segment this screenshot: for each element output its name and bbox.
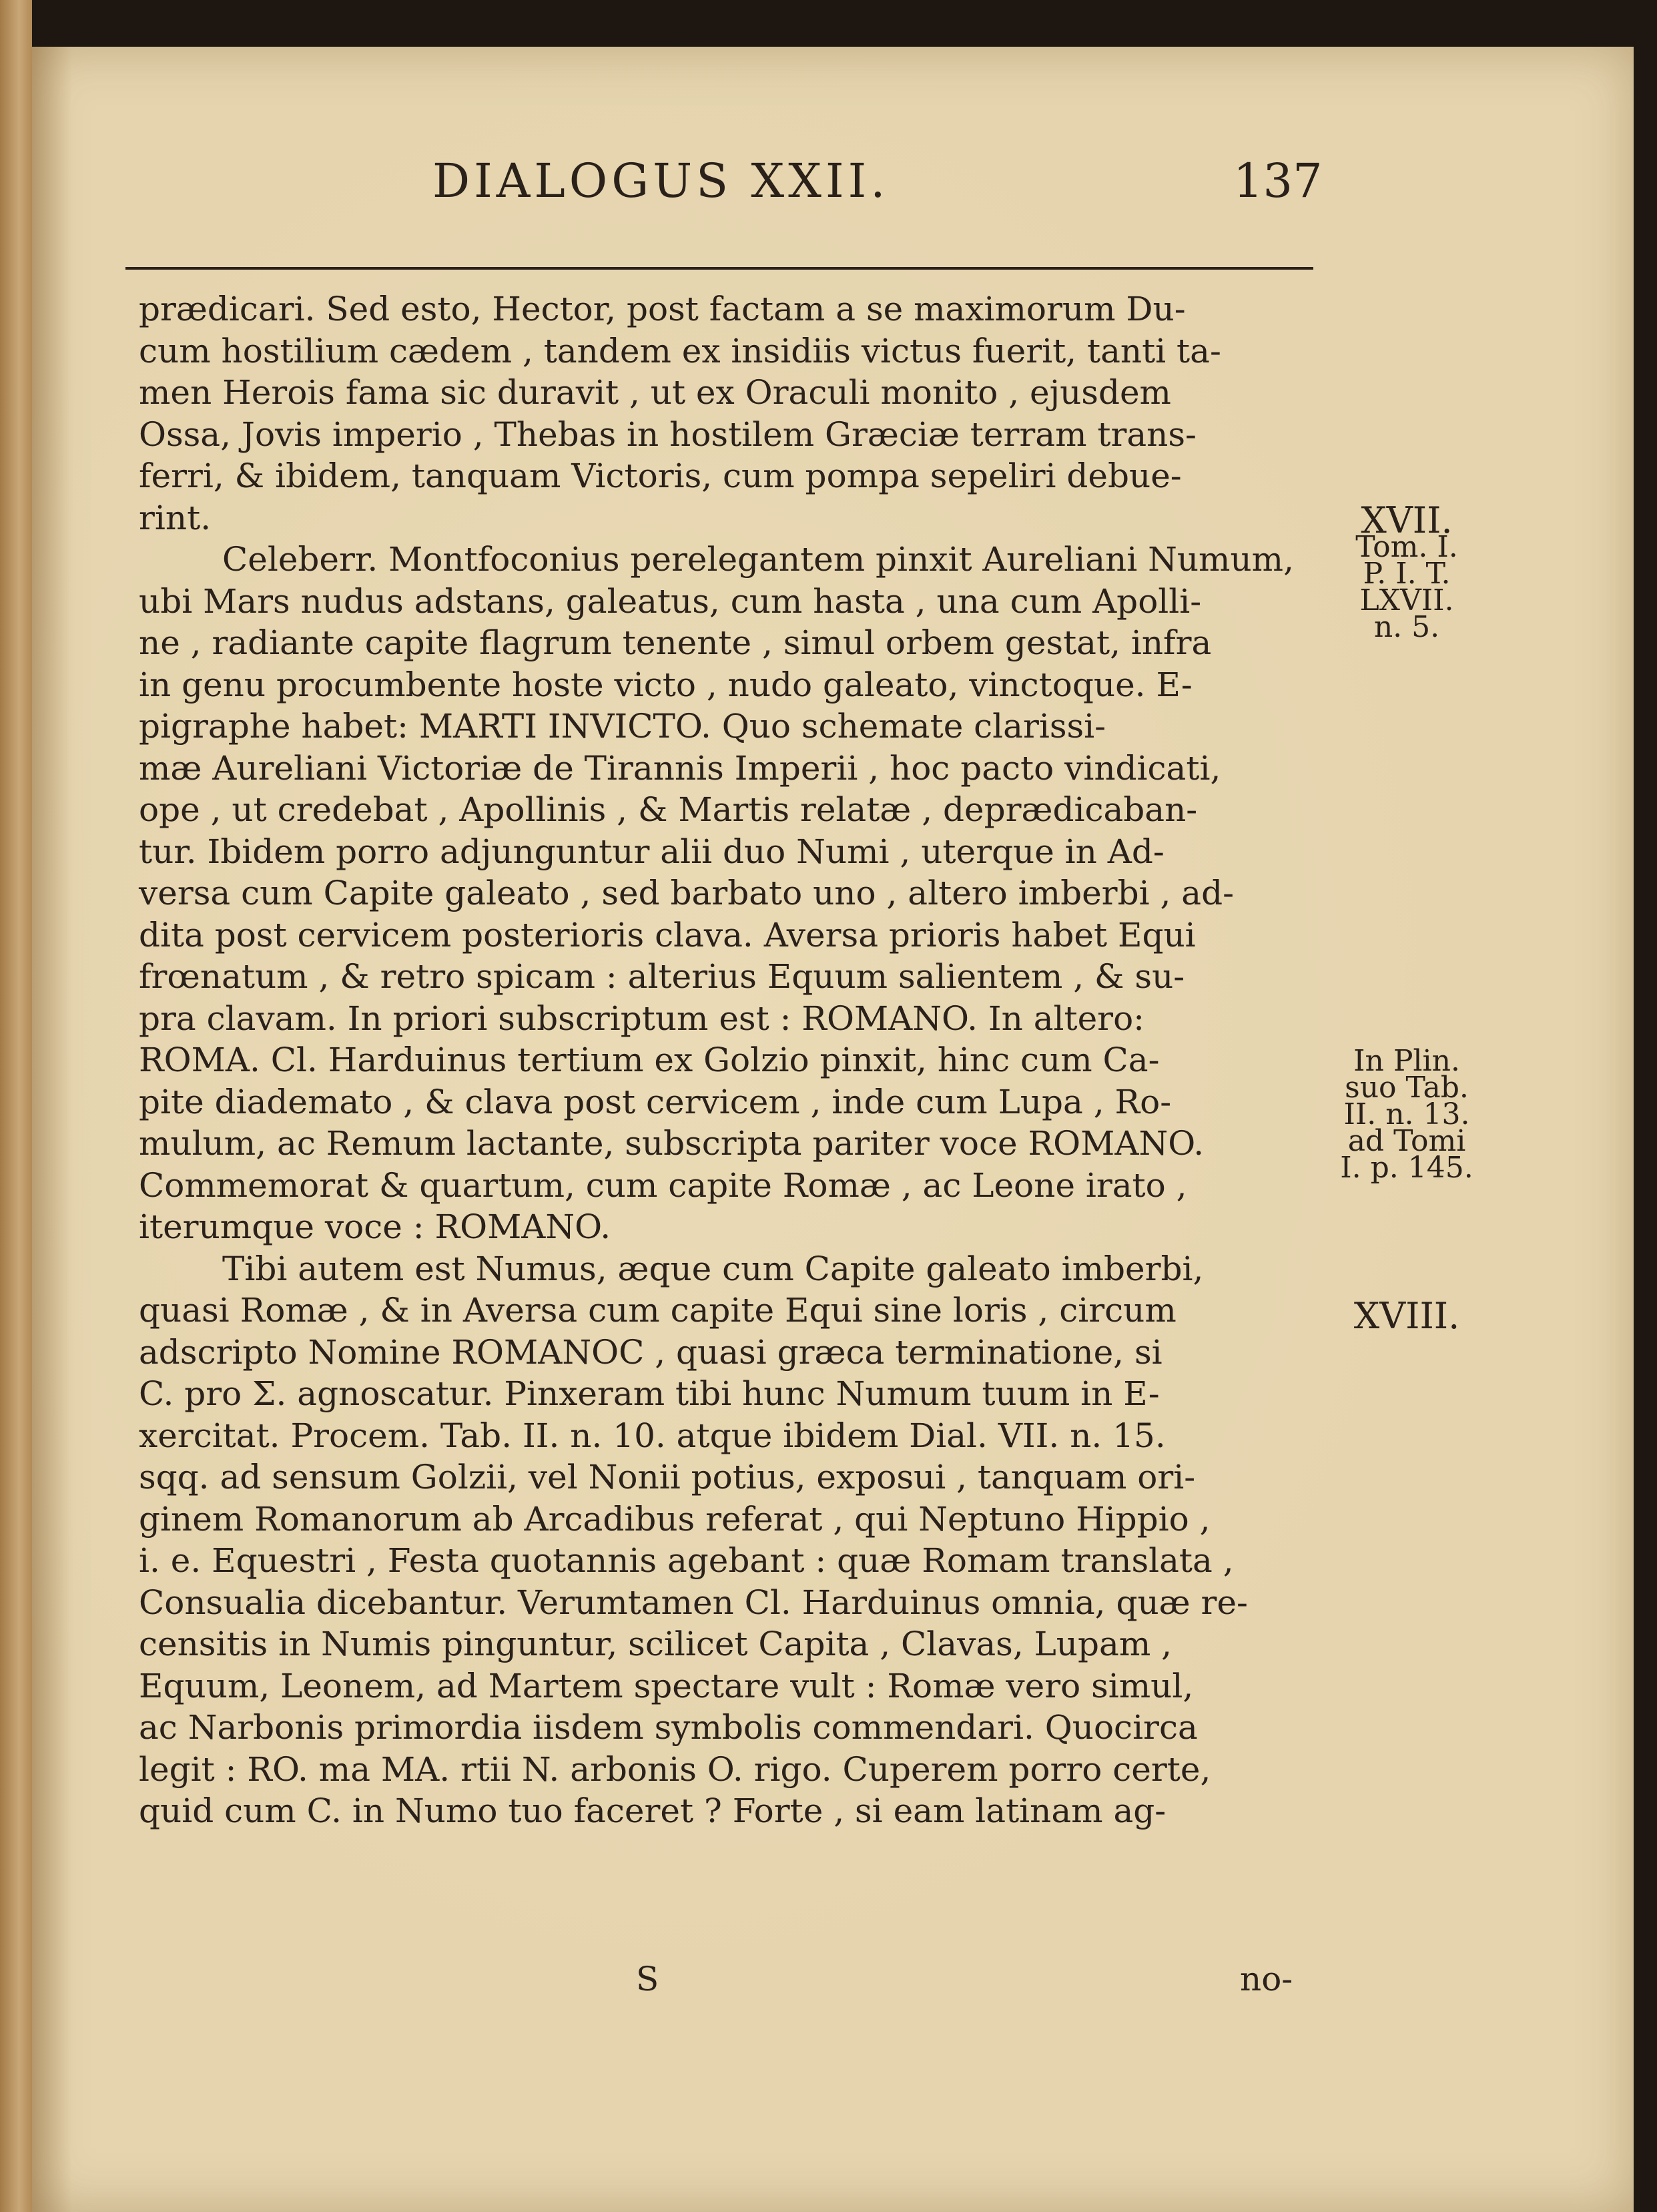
text-line: sqq. ad sensum Golzii, vel Nonii potius, exposui , tanquam ori- bbox=[139, 1458, 1196, 1496]
text-line: quasi Romæ , & in Aversa cum capite Equi sine loris , circum bbox=[139, 1291, 1177, 1330]
margin-line: LXVII. bbox=[1359, 583, 1454, 617]
header-rule bbox=[125, 267, 1313, 270]
text-line: men Herois fama sic duravit , ut ex Oraculi monito , ejusdem bbox=[139, 373, 1171, 412]
text-line: iterumque voce : ROMANO. bbox=[139, 1207, 611, 1246]
margin-line: P. I. T. bbox=[1363, 557, 1451, 591]
text-line: legit : RO. ma MA. rtii N. arbonis O. rigo. Cuperem porro certe, bbox=[139, 1749, 1211, 1789]
text-line: cum hostilium cædem , tandem ex insidiis victus fuerit, tanti ta- bbox=[139, 331, 1221, 370]
text-line: versa cum Capite galeato , sed barbato uno , altero imberbi , ad- bbox=[139, 874, 1234, 912]
margin-line: XVII. bbox=[1361, 499, 1453, 541]
text-line: ubi Mars nudus adstans, galeatus, cum hasta , una cum Apolli- bbox=[139, 581, 1202, 621]
margin-line: suo Tab. bbox=[1345, 1071, 1469, 1105]
margin-line: n. 5. bbox=[1373, 610, 1440, 644]
book-spine bbox=[0, 0, 32, 2212]
text-line: mæ Aureliani Victoriæ de Tirannis Imperii , hoc pacto vindicati, bbox=[139, 748, 1221, 788]
text-line: pigraphe habet: MARTI INVICTO. Quo schemate clarissi- bbox=[139, 707, 1106, 746]
page-number: 137 bbox=[1233, 154, 1323, 208]
text-line: Ossa, Jovis imperio , Thebas in hostilem Græciæ terram trans- bbox=[139, 414, 1197, 454]
text-line: rint. bbox=[139, 498, 212, 537]
margin-line: In Plin. bbox=[1353, 1044, 1460, 1078]
text-line: xercitat. Procem. Tab. II. n. 10. atque ibidem Dial. VII. n. 15. bbox=[139, 1416, 1166, 1455]
signature-mark: S bbox=[636, 1960, 659, 1998]
text-line: ne , radiante capite flagrum tenente , simul orbem gestat, infra bbox=[139, 623, 1212, 662]
text-line: ginem Romanorum ab Arcadibus referat , qui Neptuno Hippio , bbox=[139, 1499, 1211, 1539]
text-line: ferri, & ibidem, tanquam Victoris, cum pompa sepeliri debue- bbox=[139, 457, 1182, 495]
text-line: i. e. Equestri , Festa quotannis agebant : quæ Romam translata , bbox=[139, 1541, 1234, 1580]
text-line: pra clavam. In priori subscriptum est : ROMANO. In altero: bbox=[139, 999, 1145, 1038]
text-line: quid cum C. in Numo tuo faceret ? Forte , si eam latinam ag- bbox=[139, 1791, 1167, 1830]
main-text bbox=[139, 288, 1313, 1832]
catchword: no- bbox=[1240, 1960, 1293, 1998]
text-line: mulum, ac Remum lactante, subscripta pariter voce ROMANO. bbox=[139, 1124, 1205, 1163]
text-line: adscripto Nomine ROMANOC , quasi græca terminatione, si bbox=[139, 1332, 1163, 1372]
text-line: Commemorat & quartum, cum capite Romæ , ac Leone irato , bbox=[139, 1165, 1187, 1205]
text-line: in genu procumbente hoste victo , nudo galeato, vinctoque. E- bbox=[139, 665, 1193, 704]
text-line: ac Narbonis primordia iisdem symbolis commendari. Quocirca bbox=[139, 1708, 1198, 1747]
book-page bbox=[32, 47, 1634, 2212]
text-line: ROMA. Cl. Harduinus tertium ex Golzio pinxit, hinc cum Ca- bbox=[139, 1041, 1160, 1079]
margin-line: I. p. 145. bbox=[1340, 1151, 1473, 1185]
text-line: pite diademato , & clava post cervicem , inde cum Lupa , Ro- bbox=[139, 1082, 1172, 1121]
margin-line: ad Tomi bbox=[1347, 1124, 1466, 1158]
text-line: Consualia dicebantur. Verumtamen Cl. Harduinus omnia, quæ re- bbox=[139, 1583, 1248, 1622]
margin-line: XVIII. bbox=[1353, 1295, 1460, 1337]
text-line: C. pro Σ. agnoscatur. Pinxeram tibi hunc Numum tuum in E- bbox=[139, 1374, 1160, 1413]
text-line: prædicari. Sed esto, Hector, post factam a se maximorum Du- bbox=[139, 290, 1186, 328]
margin-note-xviii bbox=[1330, 1295, 1483, 1337]
paragraph-start: Celeberr. Montfoconius perelegantem pinxit Aureliani Numum, bbox=[222, 540, 1294, 579]
text-line: censitis in Numis pinguntur, scilicet Capita , Clavas, Lupam , bbox=[139, 1625, 1173, 1663]
running-title: DIALOGUS XXII. bbox=[432, 154, 890, 208]
margin-note-plin bbox=[1330, 1044, 1483, 1185]
paragraph-start: Tibi autem est Numus, æque cum Capite galeato imberbi, bbox=[222, 1249, 1204, 1288]
text-line: dita post cervicem posterioris clava. Aversa prioris habet Equi bbox=[139, 915, 1196, 954]
margin-line: Tom. I. bbox=[1355, 530, 1458, 564]
text-line: tur. Ibidem porro adjunguntur alii duo Numi , uterque in Ad- bbox=[139, 832, 1165, 871]
text-line: ope , ut credebat , Apollinis , & Martis relatæ , deprædicaban- bbox=[139, 790, 1198, 829]
text-line: frœnatum , & retro spicam : alterius Equum salientem , & su- bbox=[139, 957, 1185, 996]
margin-line: II. n. 13. bbox=[1343, 1097, 1470, 1131]
text-line: Equum, Leonem, ad Martem spectare vult : Romæ vero simul, bbox=[139, 1666, 1194, 1705]
margin-note-xvii bbox=[1330, 499, 1483, 644]
